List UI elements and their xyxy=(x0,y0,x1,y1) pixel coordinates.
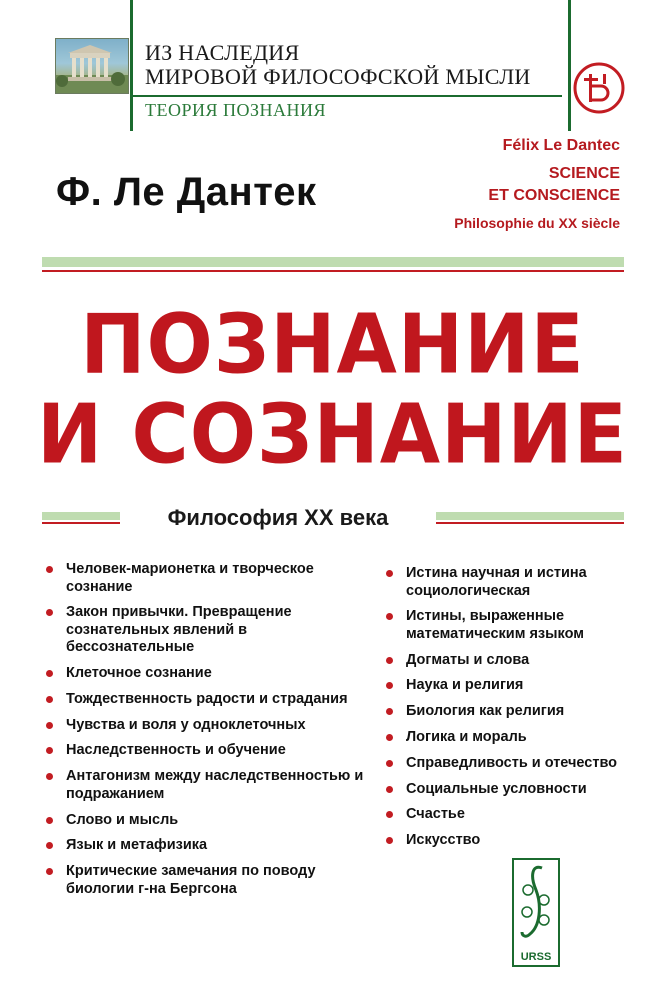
divider-band-green xyxy=(42,257,624,267)
bullet-icon xyxy=(46,566,53,573)
bullet-icon xyxy=(46,842,53,849)
contents-item: Догматы и слова xyxy=(386,652,626,670)
bullet-icon xyxy=(46,696,53,703)
contents-item: Наука и религия xyxy=(386,677,626,695)
bullet-icon xyxy=(386,811,393,818)
contents-item: Человек-марионетка и творческое сознание xyxy=(46,561,376,596)
bullet-icon xyxy=(46,868,53,875)
bullet-icon xyxy=(386,708,393,715)
bullet-icon xyxy=(386,786,393,793)
contents-item: Антагонизм между наследственностью и подражанием xyxy=(46,768,376,803)
bullet-icon xyxy=(386,760,393,767)
contents-item: Закон привычки. Превращение сознательных явлений в бессознательные xyxy=(46,604,376,657)
contents-item: Язык и метафизика xyxy=(46,837,376,855)
original-title-line1: SCIENCE xyxy=(548,165,620,182)
contents-item: Логика и мораль xyxy=(386,729,626,747)
contents-item: Наследственность и обучение xyxy=(46,742,376,760)
subtitle-band-left xyxy=(42,512,120,526)
bullet-icon xyxy=(46,773,53,780)
integral-tree-emblem-icon xyxy=(514,860,558,946)
subtitle-band-right xyxy=(436,512,624,526)
contents-item: Критические замечания по поводу биологии г-на Бергсона xyxy=(46,863,376,898)
contents-item: Искусство xyxy=(386,832,626,850)
contents-item: Истины, выраженные математическим языком xyxy=(386,608,626,643)
temple-ruins-image xyxy=(55,38,129,94)
bullet-icon xyxy=(46,817,53,824)
book-subtitle: Философия XX века xyxy=(167,505,389,530)
bullet-icon xyxy=(386,837,393,844)
bullet-icon xyxy=(46,609,53,616)
original-author: Félix Le Dantec xyxy=(502,137,620,154)
bullet-icon xyxy=(386,682,393,689)
divider-band-red xyxy=(42,270,624,272)
bullet-icon xyxy=(386,570,393,577)
publisher-mark: URSS xyxy=(520,951,552,963)
contents-item: Чувства и воля у одноклеточных xyxy=(46,717,376,735)
contents-item: Биология как религия xyxy=(386,703,626,721)
book-title-line2: И СОЗНАНИЕ xyxy=(37,387,628,483)
bullet-icon xyxy=(386,734,393,741)
contents-item: Счастье xyxy=(386,806,626,824)
series-title-line1: ИЗ НАСЛЕДИЯ xyxy=(145,40,300,65)
contents-list-left xyxy=(46,561,376,906)
bullet-icon xyxy=(46,747,53,754)
contents-list-right xyxy=(386,565,626,858)
author-name: Ф. Ле Дантек xyxy=(56,170,317,214)
subseries-title: ТЕОРИЯ ПОЗНАНИЯ xyxy=(145,100,327,120)
series-title-line2: МИРОВОЙ ФИЛОСОФСКОЙ МЫСЛИ xyxy=(145,64,531,89)
contents-item: Тождественность радости и страдания xyxy=(46,691,376,709)
book-title-line1: ПОЗНАНИЕ xyxy=(80,297,585,393)
original-title-line2: ET CONSCIENCE xyxy=(488,187,620,204)
series-divider xyxy=(133,95,562,97)
bullet-icon xyxy=(46,722,53,729)
urss-emblem xyxy=(512,858,560,967)
bullet-icon xyxy=(46,670,53,677)
bullet-icon xyxy=(386,613,393,620)
contents-item: Клеточное сознание xyxy=(46,665,376,683)
contents-item: Социальные условности xyxy=(386,781,626,799)
bullet-icon xyxy=(386,657,393,664)
book-letter-logo-icon xyxy=(573,62,625,114)
contents-item: Слово и мысль xyxy=(46,812,376,830)
contents-item: Истина научная и истина социологическая xyxy=(386,565,626,600)
contents-item: Справедливость и отечество xyxy=(386,755,626,773)
original-series: Philosophie du XX siècle xyxy=(454,215,620,231)
